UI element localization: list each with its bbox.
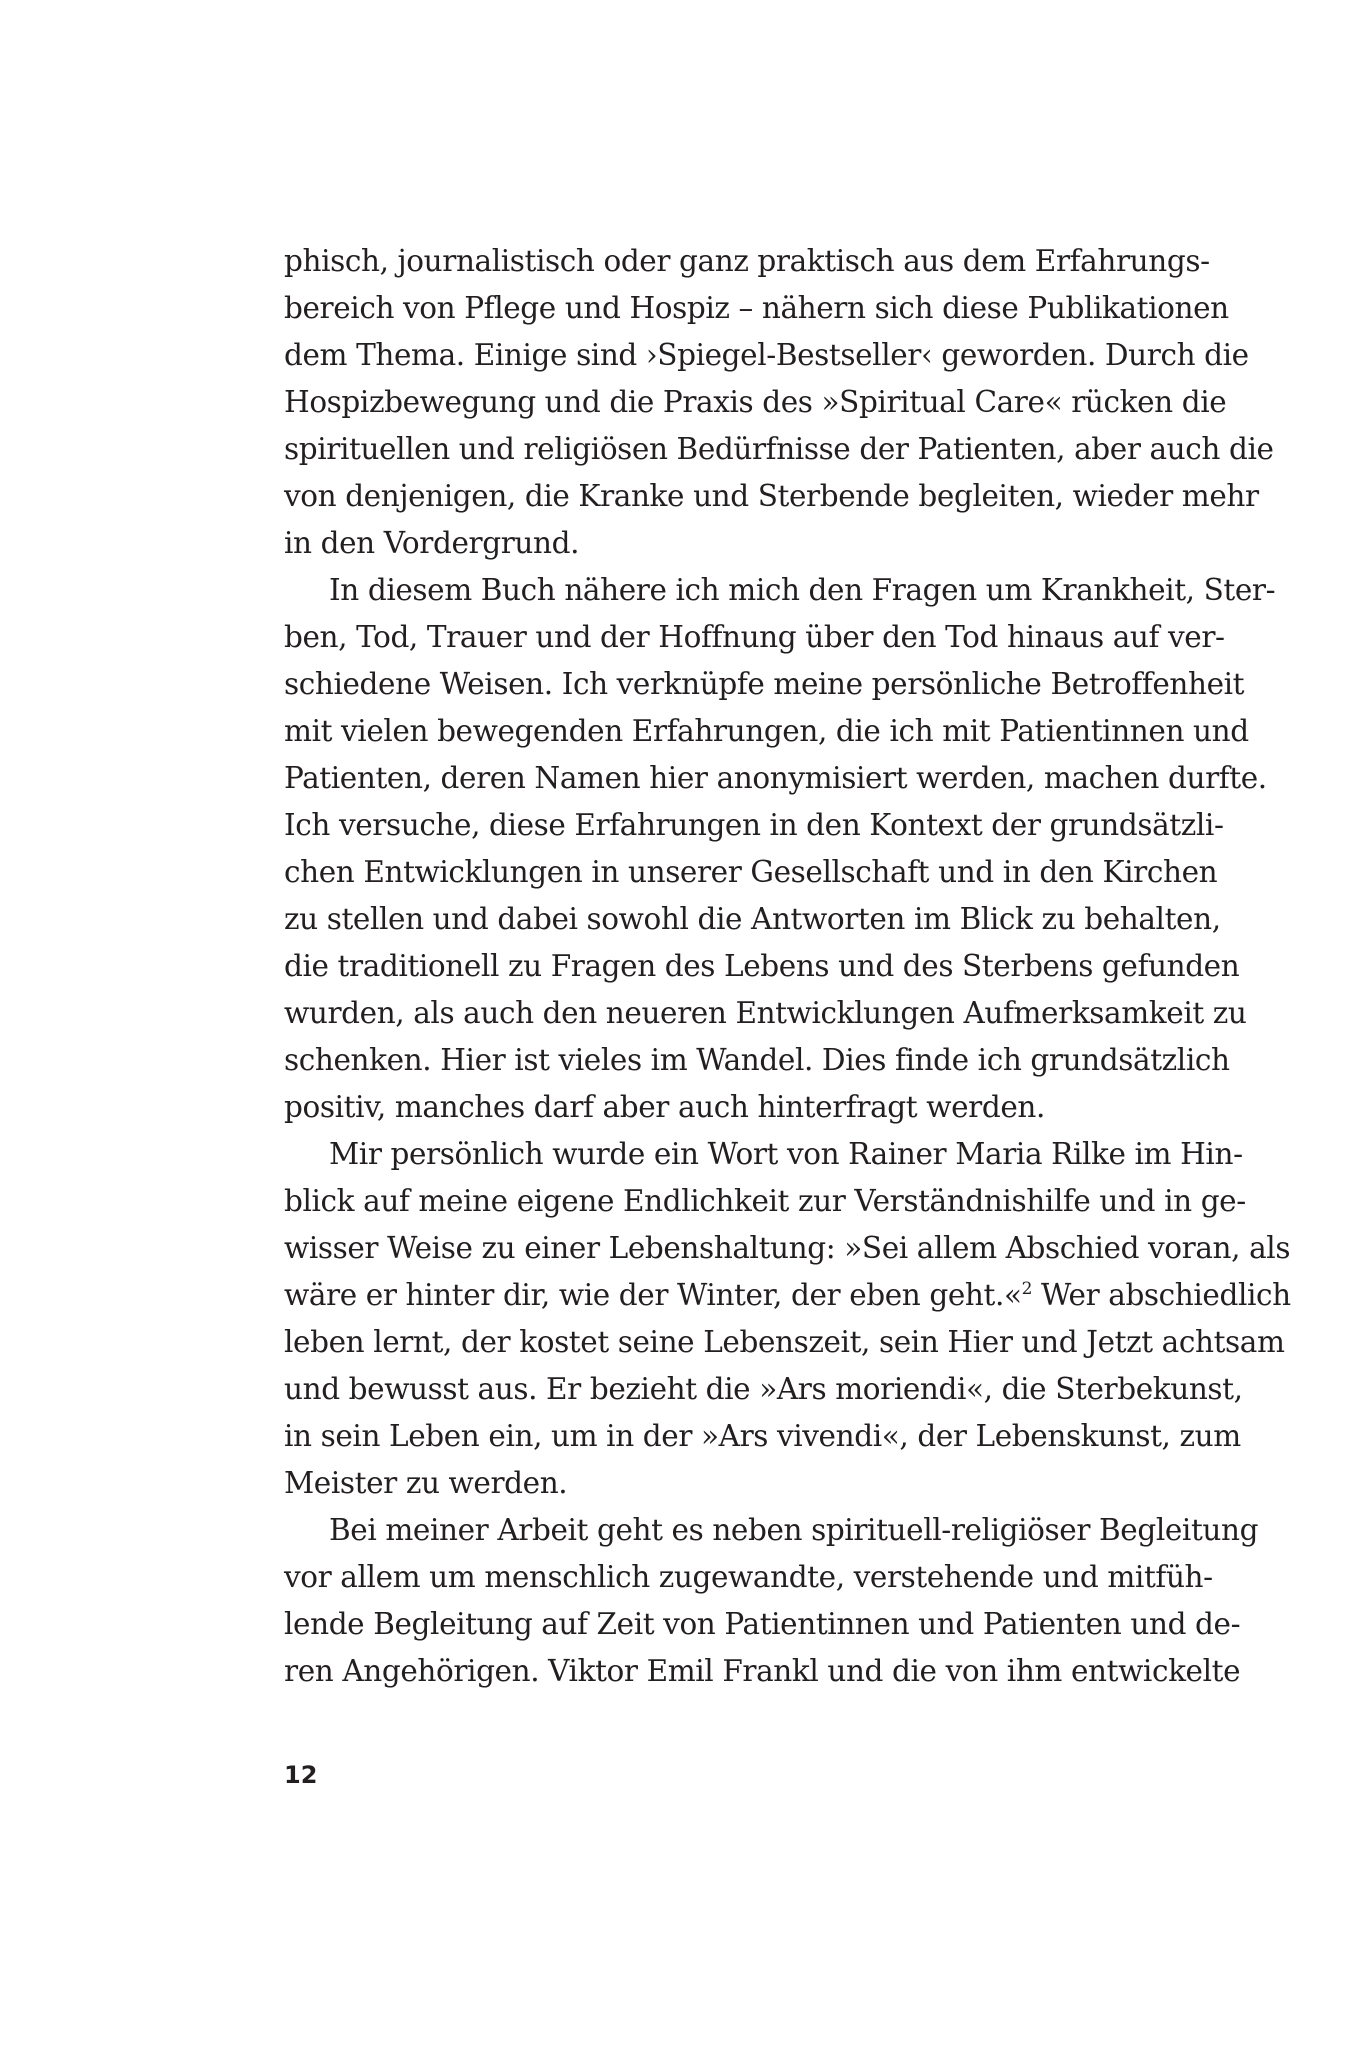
text-line: Ich versuche, diese Erfahrungen in den Kontext der grundsätzli- <box>284 808 1224 842</box>
body-text <box>284 238 1291 1695</box>
text-line-with-footnote <box>284 1272 1291 1319</box>
text-line: phisch, journalistisch oder ganz praktisch aus dem Erfahrungs- <box>284 244 1210 278</box>
text-line: bereich von Pflege und Hospiz – nähern sich diese Publikationen <box>284 291 1229 325</box>
text-line: dem Thema. Einige sind ›Spiegel-Bestseller‹ geworden. Durch die <box>284 338 1249 372</box>
text-line: leben lernt, der kostet seine Lebenszeit, sein Hier und Jetzt achtsam <box>284 1325 1285 1359</box>
paragraph <box>284 1131 1291 1507</box>
text-line: schiedene Weisen. Ich verknüpfe meine persönliche Betroffenheit <box>284 667 1245 701</box>
footnote-reference: 2 <box>1021 1279 1033 1299</box>
text-line: Meister zu werden. <box>284 1466 568 1500</box>
text-line: zu stellen und dabei sowohl die Antworten im Blick zu behalten, <box>284 902 1221 936</box>
text-line: Bei meiner Arbeit geht es neben spirituell-religiöser Begleitung <box>329 1513 1259 1547</box>
text-line: In diesem Buch nähere ich mich den Fragen um Krankheit, Ster- <box>329 573 1276 607</box>
text-line: ren Angehörigen. Viktor Emil Frankl und die von ihm entwickelte <box>284 1654 1241 1688</box>
text-line: von denjenigen, die Kranke und Sterbende begleiten, wieder mehr <box>284 479 1259 513</box>
text-line: und bewusst aus. Er bezieht die »Ars moriendi«, die Sterbekunst, <box>284 1372 1243 1406</box>
paragraph <box>284 238 1274 567</box>
text-line: positiv, manches darf aber auch hinterfragt werden. <box>284 1090 1045 1124</box>
text-line: vor allem um menschlich zugewandte, verstehende und mitfüh- <box>284 1560 1213 1594</box>
text-segment: wäre er hinter dir, wie der Winter, der eben geht.« <box>284 1278 1022 1312</box>
paragraph <box>284 567 1276 1131</box>
text-line: chen Entwicklungen in unserer Gesellschaft und in den Kirchen <box>284 855 1218 889</box>
text-line: in sein Leben ein, um in der »Ars vivendi«, der Lebenskunst, zum <box>284 1419 1241 1453</box>
text-segment: Wer abschiedlich <box>1032 1278 1291 1312</box>
text-line: wisser Weise zu einer Lebenshaltung: »Sei allem Abschied voran, als <box>284 1231 1291 1265</box>
text-line: schenken. Hier ist vieles im Wandel. Dies finde ich grundsätzlich <box>284 1043 1230 1077</box>
text-line: blick auf meine eigene Endlichkeit zur Verständnishilfe und in ge- <box>284 1184 1246 1218</box>
text-line: ben, Tod, Trauer und der Hoffnung über den Tod hinaus auf ver- <box>284 620 1225 654</box>
text-line: spirituellen und religiösen Bedürfnisse der Patienten, aber auch die <box>284 432 1274 466</box>
text-line: wurden, als auch den neueren Entwicklungen Aufmerksamkeit zu <box>284 996 1247 1030</box>
text-line: die traditionell zu Fragen des Lebens und des Sterbens gefunden <box>284 949 1240 983</box>
page-number: 12 <box>284 1761 318 1789</box>
text-line: Patienten, deren Namen hier anonymisiert werden, machen durfte. <box>284 761 1267 795</box>
text-line: Hospizbewegung und die Praxis des »Spiritual Care« rücken die <box>284 385 1227 419</box>
paragraph <box>284 1507 1259 1695</box>
text-line: mit vielen bewegenden Erfahrungen, die ich mit Patientinnen und <box>284 714 1249 748</box>
text-line: Mir persönlich wurde ein Wort von Rainer Maria Rilke im Hin- <box>329 1137 1243 1171</box>
text-line: in den Vordergrund. <box>284 526 580 560</box>
text-line: lende Begleitung auf Zeit von Patientinnen und Patienten und de- <box>284 1607 1241 1641</box>
